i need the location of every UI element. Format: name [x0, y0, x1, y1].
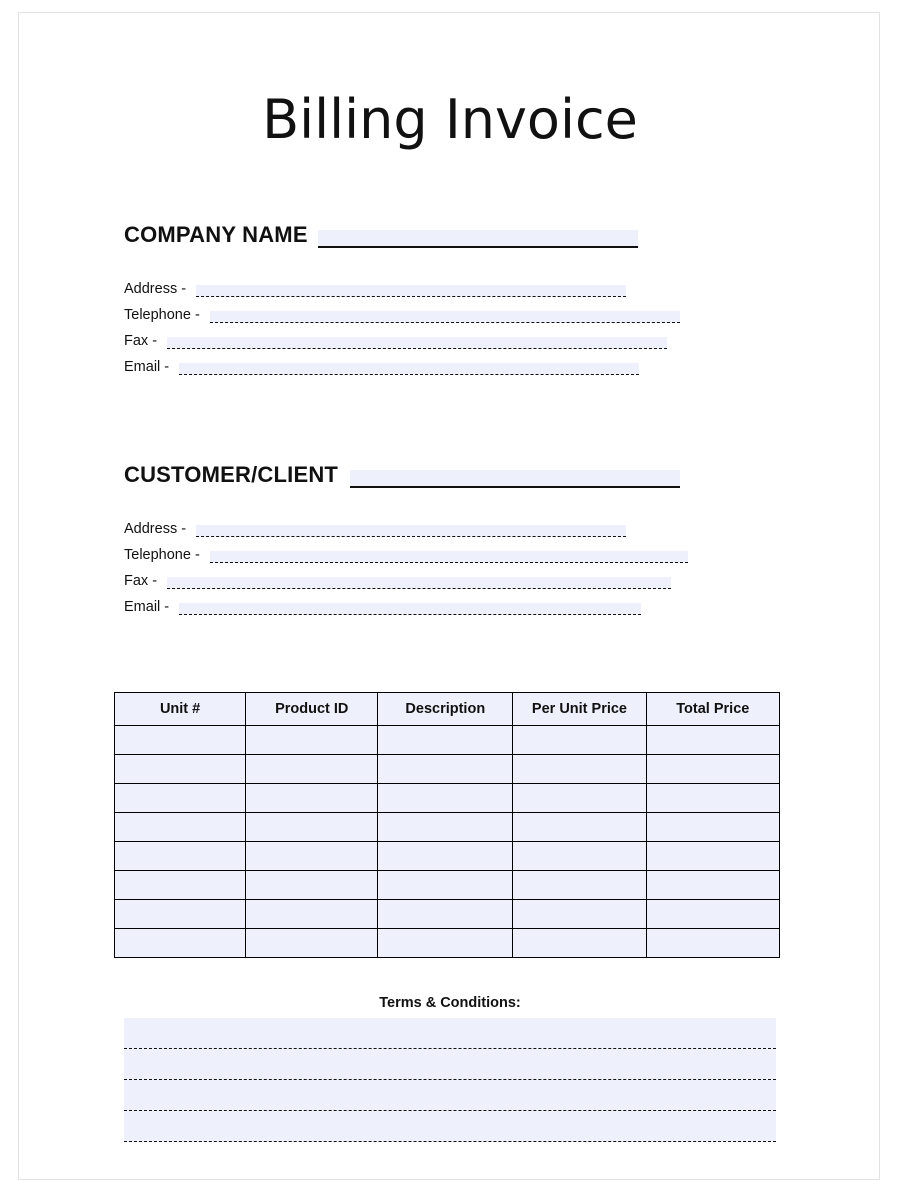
terms-input-area — [124, 1018, 776, 1142]
cell-description[interactable] — [378, 900, 513, 929]
cell-description[interactable] — [378, 784, 513, 813]
cell-total-price[interactable] — [646, 813, 779, 842]
customer-fax-row — [124, 573, 671, 589]
company-name-label: COMPANY NAME — [124, 222, 308, 247]
company-name-input[interactable] — [318, 230, 638, 248]
cell-per-unit-price[interactable] — [513, 813, 646, 842]
customer-email-input[interactable] — [179, 603, 641, 615]
customer-telephone-row — [124, 547, 688, 563]
customer-address-input[interactable] — [196, 525, 626, 537]
company-email-label: Email - — [124, 359, 170, 375]
page-title: Billing Invoice — [262, 88, 638, 151]
cell-unit[interactable] — [115, 929, 246, 958]
customer-name-input[interactable] — [350, 470, 680, 488]
cell-product-id[interactable] — [246, 900, 378, 929]
cell-description[interactable] — [378, 842, 513, 871]
customer-name-label: CUSTOMER/CLIENT — [124, 462, 339, 487]
column-header-product-id: Product ID — [246, 693, 378, 726]
cell-unit[interactable] — [115, 900, 246, 929]
cell-total-price[interactable] — [646, 842, 779, 871]
column-header-description: Description — [378, 693, 513, 726]
company-fax-row — [124, 333, 667, 349]
cell-description[interactable] — [378, 813, 513, 842]
cell-per-unit-price[interactable] — [513, 900, 646, 929]
cell-product-id[interactable] — [246, 929, 378, 958]
company-email-row — [124, 359, 639, 375]
table-row[interactable] — [115, 755, 780, 784]
customer-address-label: Address - — [124, 521, 187, 537]
table-body — [115, 726, 780, 958]
cell-per-unit-price[interactable] — [513, 784, 646, 813]
cell-total-price[interactable] — [646, 726, 779, 755]
customer-email-row — [124, 599, 641, 615]
cell-description[interactable] — [378, 871, 513, 900]
customer-address-row — [124, 521, 626, 537]
company-address-row — [124, 281, 626, 297]
cell-unit[interactable] — [115, 813, 246, 842]
customer-name-heading — [124, 462, 680, 488]
company-address-label: Address - — [124, 281, 187, 297]
table-row[interactable] — [115, 784, 780, 813]
cell-unit[interactable] — [115, 871, 246, 900]
table-row[interactable] — [115, 813, 780, 842]
invoice-items-table — [114, 692, 780, 958]
table-row[interactable] — [115, 842, 780, 871]
cell-total-price[interactable] — [646, 900, 779, 929]
cell-product-id[interactable] — [246, 726, 378, 755]
company-email-input[interactable] — [179, 363, 639, 375]
table-row[interactable] — [115, 871, 780, 900]
cell-total-price[interactable] — [646, 755, 779, 784]
cell-product-id[interactable] — [246, 813, 378, 842]
cell-unit[interactable] — [115, 726, 246, 755]
cell-description[interactable] — [378, 929, 513, 958]
company-address-input[interactable] — [196, 285, 626, 297]
cell-per-unit-price[interactable] — [513, 726, 646, 755]
table-row[interactable] — [115, 929, 780, 958]
cell-unit[interactable] — [115, 842, 246, 871]
terms-line-3[interactable] — [124, 1080, 776, 1111]
company-telephone-input[interactable] — [210, 311, 680, 323]
cell-description[interactable] — [378, 726, 513, 755]
cell-product-id[interactable] — [246, 784, 378, 813]
cell-per-unit-price[interactable] — [513, 842, 646, 871]
cell-total-price[interactable] — [646, 871, 779, 900]
cell-per-unit-price[interactable] — [513, 929, 646, 958]
cell-total-price[interactable] — [646, 929, 779, 958]
terms-line-4[interactable] — [124, 1111, 776, 1142]
cell-unit[interactable] — [115, 755, 246, 784]
customer-fax-label: Fax - — [124, 573, 158, 589]
company-fax-label: Fax - — [124, 333, 158, 349]
column-header-per-unit-price: Per Unit Price — [513, 693, 646, 726]
cell-per-unit-price[interactable] — [513, 755, 646, 784]
customer-fax-input[interactable] — [167, 577, 671, 589]
cell-product-id[interactable] — [246, 755, 378, 784]
table-header-row — [115, 693, 780, 726]
customer-telephone-label: Telephone - — [124, 547, 200, 563]
cell-per-unit-price[interactable] — [513, 871, 646, 900]
column-header-total-price: Total Price — [646, 693, 779, 726]
company-fax-input[interactable] — [167, 337, 667, 349]
cell-product-id[interactable] — [246, 842, 378, 871]
terms-line-1[interactable] — [124, 1018, 776, 1049]
table-row[interactable] — [115, 726, 780, 755]
terms-heading: Terms & Conditions: — [379, 995, 521, 1011]
company-name-heading — [124, 222, 638, 248]
cell-unit[interactable] — [115, 784, 246, 813]
table-row[interactable] — [115, 900, 780, 929]
column-header-unit: Unit # — [115, 693, 246, 726]
customer-email-label: Email - — [124, 599, 170, 615]
company-telephone-label: Telephone - — [124, 307, 200, 323]
cell-total-price[interactable] — [646, 784, 779, 813]
company-telephone-row — [124, 307, 680, 323]
cell-description[interactable] — [378, 755, 513, 784]
customer-telephone-input[interactable] — [210, 551, 688, 563]
terms-line-2[interactable] — [124, 1049, 776, 1080]
cell-product-id[interactable] — [246, 871, 378, 900]
